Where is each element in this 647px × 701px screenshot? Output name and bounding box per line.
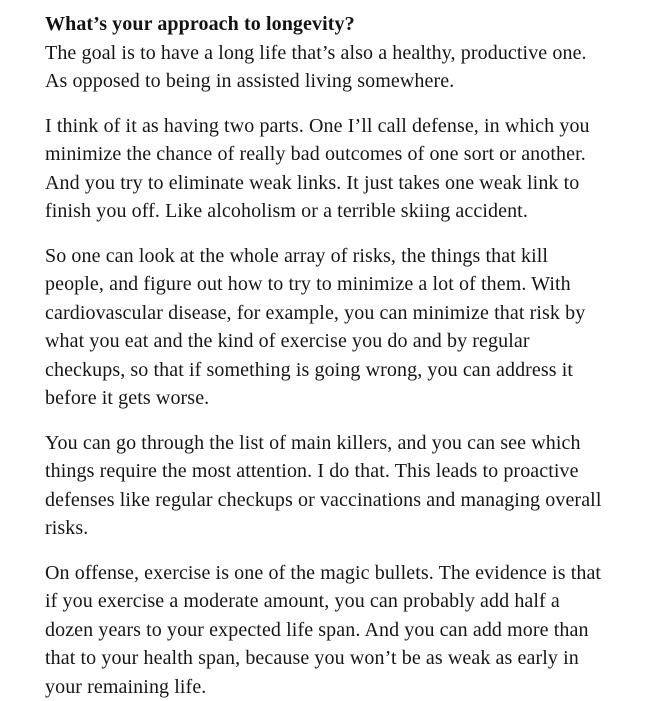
text-line: things require the most attention. I do that. This leads to proactive bbox=[45, 457, 627, 486]
text-line: your remaining life. bbox=[45, 673, 627, 701]
text-line: I think of it as having two parts. One I’ll call defense, in which you bbox=[45, 112, 627, 141]
text-line: So one can look at the whole array of risks, the things that kill bbox=[45, 242, 627, 271]
text-line: minimize the chance of really bad outcomes of one sort or another. bbox=[45, 140, 627, 169]
text-line: finish you off. Like alcoholism or a terrible skiing accident. bbox=[45, 197, 627, 226]
question-heading: What’s your approach to longevity? bbox=[45, 10, 627, 39]
text-line: that to your health span, because you won’t be as weak as early in bbox=[45, 644, 627, 673]
text-line: And you try to eliminate weak links. It just takes one weak link to bbox=[45, 169, 627, 198]
text-line: cardiovascular disease, for example, you can minimize that risk by bbox=[45, 299, 627, 328]
text-line: As opposed to being in assisted living somewhere. bbox=[45, 67, 627, 96]
text-line: You can go through the list of main killers, and you can see which bbox=[45, 429, 627, 458]
text-line: if you exercise a moderate amount, you can probably add half a bbox=[45, 587, 627, 616]
text-line: risks. bbox=[45, 514, 627, 543]
text-line: checkups, so that if something is going wrong, you can address it bbox=[45, 356, 627, 385]
answer-paragraph bbox=[45, 242, 627, 413]
text-line: dozen years to your expected life span. And you can add more than bbox=[45, 616, 627, 645]
answer-paragraph bbox=[45, 559, 627, 701]
answer-paragraph bbox=[45, 429, 627, 543]
text-line: The goal is to have a long life that’s also a healthy, productive one. bbox=[45, 39, 627, 68]
text-line: people, and figure out how to try to minimize a lot of them. With bbox=[45, 270, 627, 299]
qa-block bbox=[45, 10, 627, 96]
text-line: On offense, exercise is one of the magic bullets. The evidence is that bbox=[45, 559, 627, 588]
answer-paragraph bbox=[45, 112, 627, 226]
text-line: before it gets worse. bbox=[45, 384, 627, 413]
text-line: defenses like regular checkups or vaccinations and managing overall bbox=[45, 486, 627, 515]
text-line: what you eat and the kind of exercise you do and by regular bbox=[45, 327, 627, 356]
